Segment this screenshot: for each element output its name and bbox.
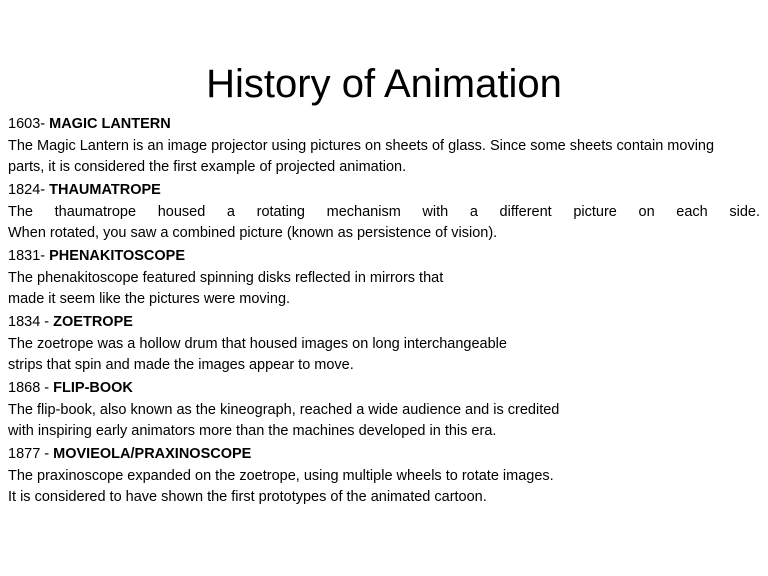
entry-heading-thaumatrope bbox=[8, 180, 760, 202]
entry-year: 1824- bbox=[8, 182, 50, 198]
entry-body-praxinoscope bbox=[8, 466, 760, 508]
entry-heading-praxinoscope bbox=[8, 444, 760, 466]
slide-title: History of Animation bbox=[206, 62, 562, 106]
entry-body-thaumatrope bbox=[8, 202, 760, 244]
entry-name: MOVIEOLA/PRAXINOSCOPE bbox=[53, 446, 252, 462]
entry-name: PHENAKITOSCOPE bbox=[49, 248, 186, 264]
entry-year: 1877 - bbox=[8, 446, 54, 462]
entry-heading-flip-book bbox=[8, 378, 760, 400]
slide-content bbox=[8, 114, 760, 510]
entry-line: with inspiring early animators more than the machines developed in this era. bbox=[8, 423, 497, 439]
entry-line: It is considered to have shown the first prototypes of the animated cartoon. bbox=[8, 489, 487, 505]
entry-year: 1868 - bbox=[8, 380, 54, 396]
entry-line: The flip-book, also known as the kineograph, reached a wide audience and is credited bbox=[8, 402, 560, 418]
entry-year: 1831- bbox=[8, 248, 50, 264]
entry-name: ZOETROPE bbox=[53, 314, 133, 330]
entry-body-phenakitoscope bbox=[8, 268, 760, 310]
entry-heading-zoetrope bbox=[8, 312, 760, 334]
entry-year: 1834 - bbox=[8, 314, 54, 330]
entry-name: FLIP-BOOK bbox=[53, 380, 133, 396]
entry-line: The phenakitoscope featured spinning disks reflected in mirrors that bbox=[8, 270, 444, 286]
entry-name: THAUMATROPE bbox=[49, 182, 161, 198]
entry-body-flip-book bbox=[8, 400, 760, 442]
entry-line: The Magic Lantern is an image projector using pictures on sheets of glass. Since some sheets contain moving bbox=[8, 138, 715, 154]
entry-line: strips that spin and made the images appear to move. bbox=[8, 357, 354, 373]
entry-line: parts, it is considered the first example of projected animation. bbox=[8, 159, 407, 175]
entry-heading-phenakitoscope bbox=[8, 246, 760, 268]
entry-body-magic-lantern bbox=[8, 136, 760, 178]
entry-year: 1603- bbox=[8, 116, 50, 132]
entry-line: The zoetrope was a hollow drum that housed images on long interchangeable bbox=[8, 336, 507, 352]
entry-line: When rotated, you saw a combined picture (known as persistence of vision). bbox=[8, 225, 498, 241]
entry-name: MAGIC LANTERN bbox=[49, 116, 171, 132]
entry-heading-magic-lantern bbox=[8, 114, 760, 136]
entry-line: The praxinoscope expanded on the zoetrope, using multiple wheels to rotate images. bbox=[8, 468, 554, 484]
entry-body-zoetrope bbox=[8, 334, 760, 376]
entry-line: The thaumatrope housed a rotating mechanism with a different picture on each side. bbox=[8, 204, 760, 220]
entry-line: made it seem like the pictures were moving. bbox=[8, 291, 291, 307]
